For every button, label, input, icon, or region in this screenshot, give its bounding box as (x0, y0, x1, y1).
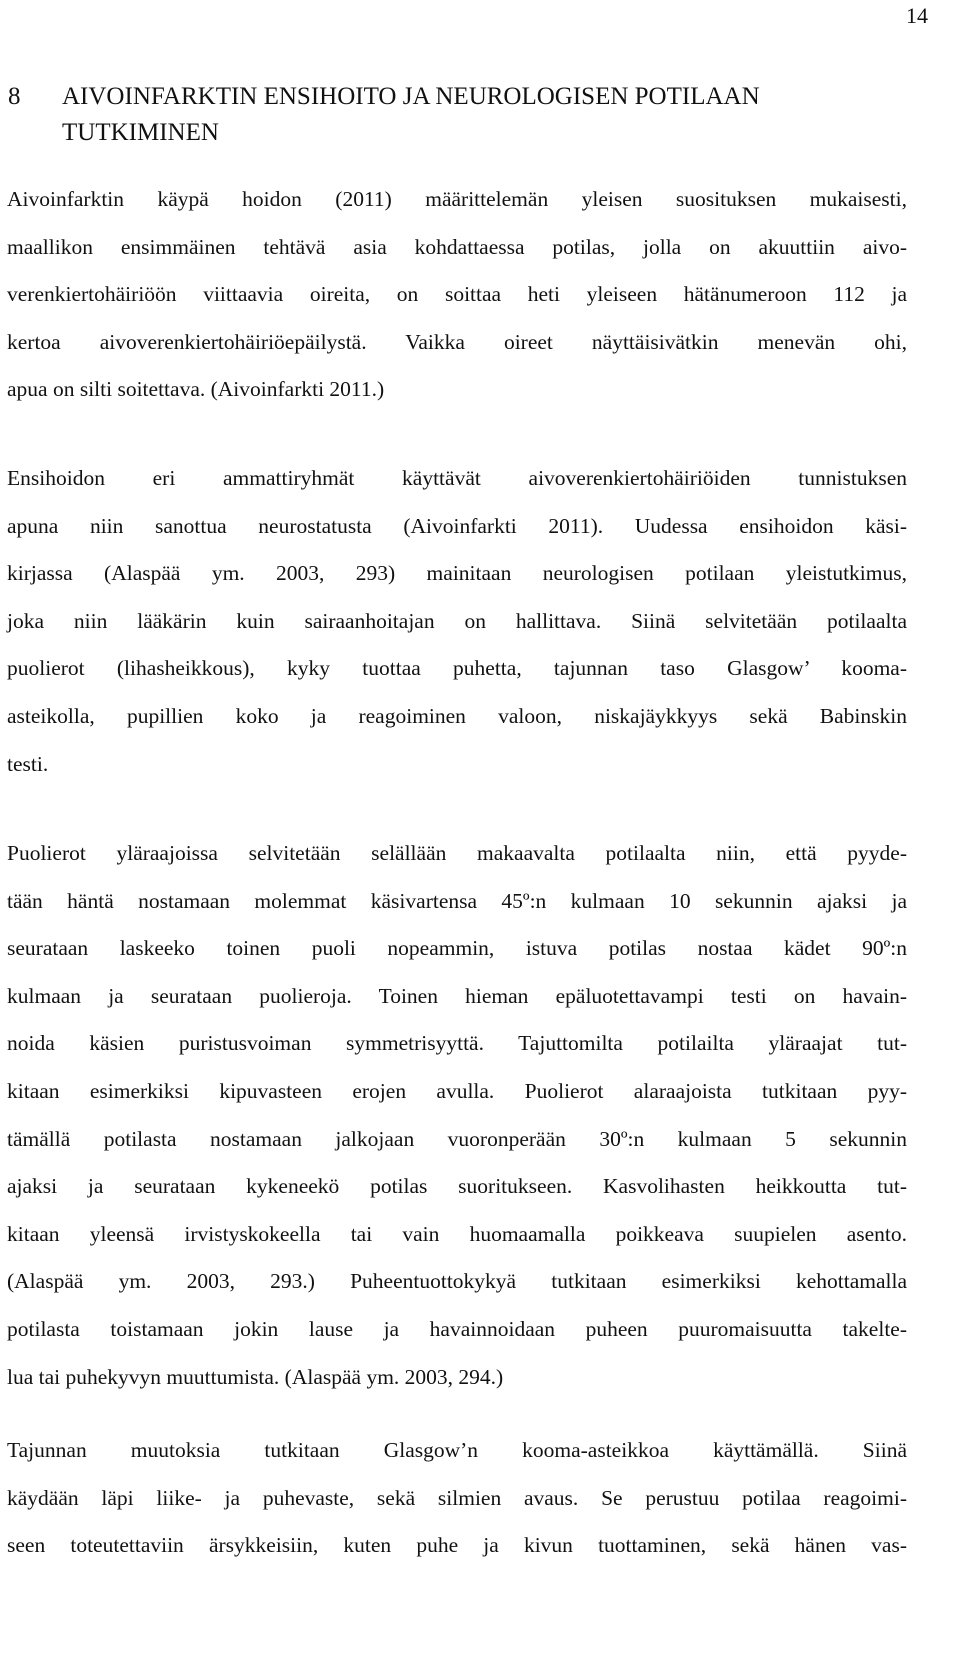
paragraph-line: tämällä potilasta nostamaan jalkojaan vuoronperään 30º:n kulmaan 5 sekunnin (7, 1126, 907, 1151)
paragraph-line: kulmaan ja seurataan puolieroja. Toinen hieman epäluotettavampi testi on havain- (7, 983, 907, 1008)
paragraph-line: tään häntä nostamaan molemmat käsivartensa 45º:n kulmaan 10 sekunnin ajaksi ja (7, 888, 907, 913)
paragraph-2 (7, 455, 907, 788)
paragraph-line: kitaan yleensä irvistyskokeella tai vain huomaamalla poikkeava suupielen asento. (7, 1221, 907, 1246)
section-title-line-1: AIVOINFARKTIN ENSIHOITO JA NEUROLOGISEN POTILAAN (62, 83, 760, 110)
paragraph-line: kitaan esimerkiksi kipuvasteen erojen avulla. Puolierot alaraajoista tutkitaan pyy- (7, 1078, 907, 1103)
section-heading (8, 79, 908, 151)
paragraph-line: kirjassa (Alaspää ym. 2003, 293) mainitaan neurologisen potilaan yleistutkimus, (7, 561, 907, 586)
paragraph-line: puolierot (lihasheikkous), kyky tuottaa puhetta, tajunnan taso Glasgow’ kooma- (7, 656, 907, 681)
paragraph-line: seen toteutettaviin ärsykkeisiin, kuten puhe ja kivun tuottaminen, sekä hänen vas- (7, 1533, 907, 1558)
section-title-line-2: TUTKIMINEN (62, 119, 219, 146)
paragraph-line: noida käsien puristusvoiman symmetrisyyttä. Tajuttomilta potilailta yläraajat tut- (7, 1031, 907, 1056)
page-number: 14 (906, 3, 928, 28)
paragraph-line: testi. (7, 751, 49, 776)
paragraph-line: potilasta toistamaan jokin lause ja havainnoidaan puheen puuromaisuutta takelte- (7, 1316, 907, 1341)
paragraph-line: Tajunnan muutoksia tutkitaan Glasgow’n kooma-asteikkoa käyttämällä. Siinä (7, 1438, 907, 1462)
paragraph-line: ajaksi ja seurataan kykeneekö potilas suoritukseen. Kasvolihasten heikkoutta tut- (7, 1174, 907, 1199)
paragraph-line: joka niin lääkärin kuin sairaanhoitajan on hallittava. Siinä selvitetään potilaalta (7, 608, 907, 633)
paragraph-line: kertoa aivoverenkiertohäiriöepäilystä. Vaikka oireet näyttäisivätkin menevän ohi, (7, 329, 907, 354)
paragraph-line: Puolierot yläraajoissa selvitetään selällään makaavalta potilaalta niin, että pyyde- (7, 841, 907, 865)
paragraph-line: seurataan laskeeko toinen puoli nopeammin, istuva potilas nostaa kädet 90º:n (7, 936, 907, 961)
paragraph-line: asteikolla, pupillien koko ja reagoiminen valoon, niskajäykkyys sekä Babinskin (7, 703, 907, 728)
section-number: 8 (8, 83, 21, 110)
paragraph-line: apuna niin sanottua neurostatusta (Aivoinfarkti 2011). Uudessa ensihoidon käsi- (7, 513, 907, 538)
paragraph-line: lua tai puhekyvyn muuttumista. (Alaspää ym. 2003, 294.) (7, 1364, 504, 1389)
paragraph-line: maallikon ensimmäinen tehtävä asia kohdattaessa potilas, jolla on akuuttiin aivo- (7, 234, 907, 259)
paragraph-4 (7, 1427, 907, 1570)
paragraph-1 (7, 176, 907, 414)
paragraph-line: Aivoinfarktin käypä hoidon (2011) määrittelemän yleisen suosituksen mukaisesti, (7, 187, 907, 211)
paragraph-line: apua on silti soitettava. (Aivoinfarkti 2011.) (7, 377, 385, 402)
paragraph-3 (7, 830, 907, 1401)
paragraph-line: käydään läpi liike- ja puhevaste, sekä silmien avaus. Se perustuu potilaa reagoimi- (7, 1485, 907, 1510)
paragraph-line: (Alaspää ym. 2003, 293.) Puheentuottokykyä tutkitaan esimerkiksi kehottamalla (7, 1269, 907, 1294)
paragraph-line: verenkiertohäiriöön viittaavia oireita, on soittaa heti yleiseen hätänumeroon 112 ja (7, 282, 907, 307)
paragraph-line: Ensihoidon eri ammattiryhmät käyttävät aivoverenkiertohäiriöiden tunnistuksen (7, 466, 907, 490)
